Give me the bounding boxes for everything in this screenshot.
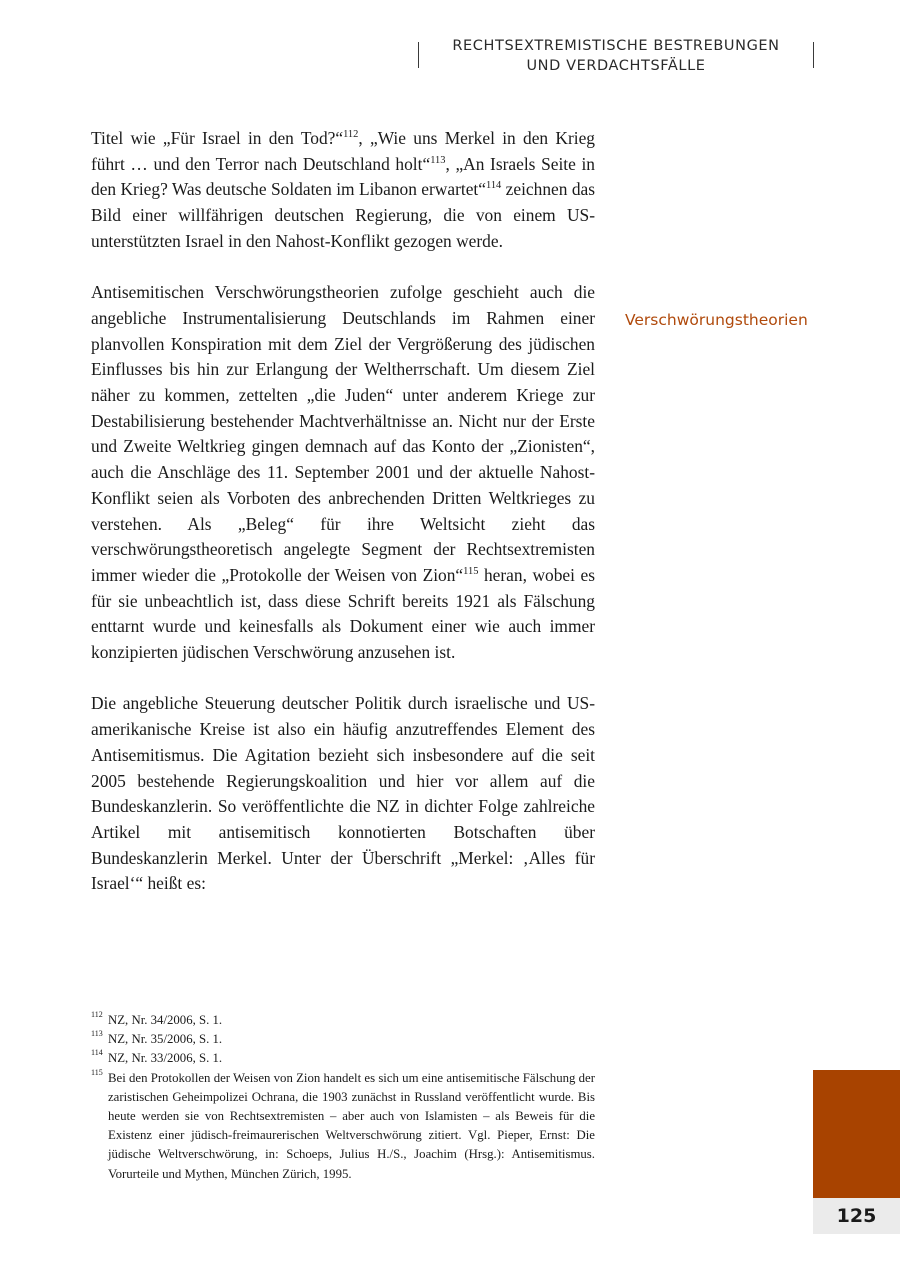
text-run: Die angebliche Steuerung deutscher Politik durch israelische und US-amerikanische Kreise ist also ein häufig anzutreffendes Element des Antisemitismus. Die Agitation bezieht sich insbesondere auf die seit 2005 bestehende Regierungskoalition und hier vor allem auf die Bundeskanzlerin. So veröffentlichte die NZ in dichter Folge zahlreiche Artikel mit antisemitisch konnotierten Botschaften über Bundeskanzlerin Merkel. Unter der Überschrift „Merkel: ‚Alles für Israel‘“ heißt es: [91,693,595,894]
body-paragraph [91,280,595,666]
footnote [91,1069,595,1184]
footnote [91,1030,595,1049]
footnote-number: 113 [91,1029,103,1039]
footnote-ref: 113 [430,154,446,166]
header-line-1: RECHTSEXTREMISTISCHE BESTREBUNGEN [452,38,780,54]
footnote-text: NZ, Nr. 34/2006, S. 1. [108,1013,223,1027]
running-header [418,36,814,76]
text-run: Antisemitischen Verschwörungstheorien zufolge geschieht auch die angebliche Instrumentalisierung Deutschlands im Rahmen einer planvollen Konspiration mit dem Ziel der Vergrößerung des jüdischen Einflusses bis hin zur Erlangung der Weltherrschaft. Um diesem Ziel näher zu kommen, zettelten „die Juden“ unter anderem Kriege zur Destabilisierung bestehender Machtverhältnisse an. Nicht nur der Erste und Zweite Weltkrieg gingen demnach auf das Konto der „Zionisten“, auch die Anschläge des 11. September 2001 und der aktuelle Nahost-Konflikt seien als Vorboten des anbrechenden Dritten Weltkrieges zu verstehen. Als „Beleg“ für ihre Weltsicht zieht das verschwörungstheoretisch angelegte Segment der Rechtsextremisten immer wieder die „Protokolle der Weisen von Zion“ [91,282,595,585]
header-divider-right [813,42,814,68]
footnote-number: 115 [91,1067,103,1077]
footnote-ref: 112 [343,129,359,141]
body-paragraph [91,126,595,255]
footnotes [91,1011,595,1184]
body-paragraph [91,691,595,897]
footnote-ref: 114 [485,180,502,192]
chapter-tab [813,1070,900,1198]
text-run: , „An Israels Seite in den Krieg? Was deutsche Soldaten im Libanon erwartet“ [91,153,596,200]
footnote-number: 112 [91,1010,103,1019]
footnote-text: NZ, Nr. 35/2006, S. 1. [108,1032,223,1047]
footnote-ref: 115 [463,566,479,578]
body-text [91,126,595,923]
footnote-text: NZ, Nr. 33/2006, S. 1. [108,1051,223,1066]
footnote [91,1049,595,1068]
footnote [91,1011,595,1030]
footnote-text: Bei den Protokollen der Weisen von Zion handelt es sich um eine antisemitische Fälschung der zaristischen Geheimpolizei Ochrana, die 1903 zunächst in Russland veröffentlicht wurde. Bis heute werden sie von Rechtsextremisten – aber auch von Islamisten – als Beweis für die Existenz einer jüdisch-freimaurerischen Weltverschwörung zitiert. Vgl. Pieper, Ernst: Die jüdische Weltverschwörung, in: Schoeps, Julius H./S., Joachim (Hrsg.): Antisemitismus. Vorurteile und Mythen, München Zürich, 1995. [108,1070,595,1181]
header-line-2: UND VERDACHTSFÄLLE [526,58,706,74]
footnote-number: 114 [91,1048,103,1058]
margin-note: Verschwörungstheorien [625,311,808,329]
page-number: 125 [813,1198,900,1234]
text-run: zeichnen das Bild einer willfährigen deutschen Regierung, die von einem US-unterstützten Israel in den Nahost-Konflikt gezogen werde. [91,179,596,251]
header-divider-left [418,42,419,68]
text-run: , „Wie uns Merkel in den Krieg führt … und den Terror nach Deutschland holt“ [91,128,595,174]
text-run: heran, wobei es für sie unbeachtlich ist, dass diese Schrift bereits 1921 als Fälschung enttarnt wurde und keinesfalls als Dokument einer wie auch immer konzipierten jüdischen Verschwörung anzusehen ist. [91,564,595,663]
text-run: Titel wie „Für Israel in den Tod?“ [91,128,344,148]
